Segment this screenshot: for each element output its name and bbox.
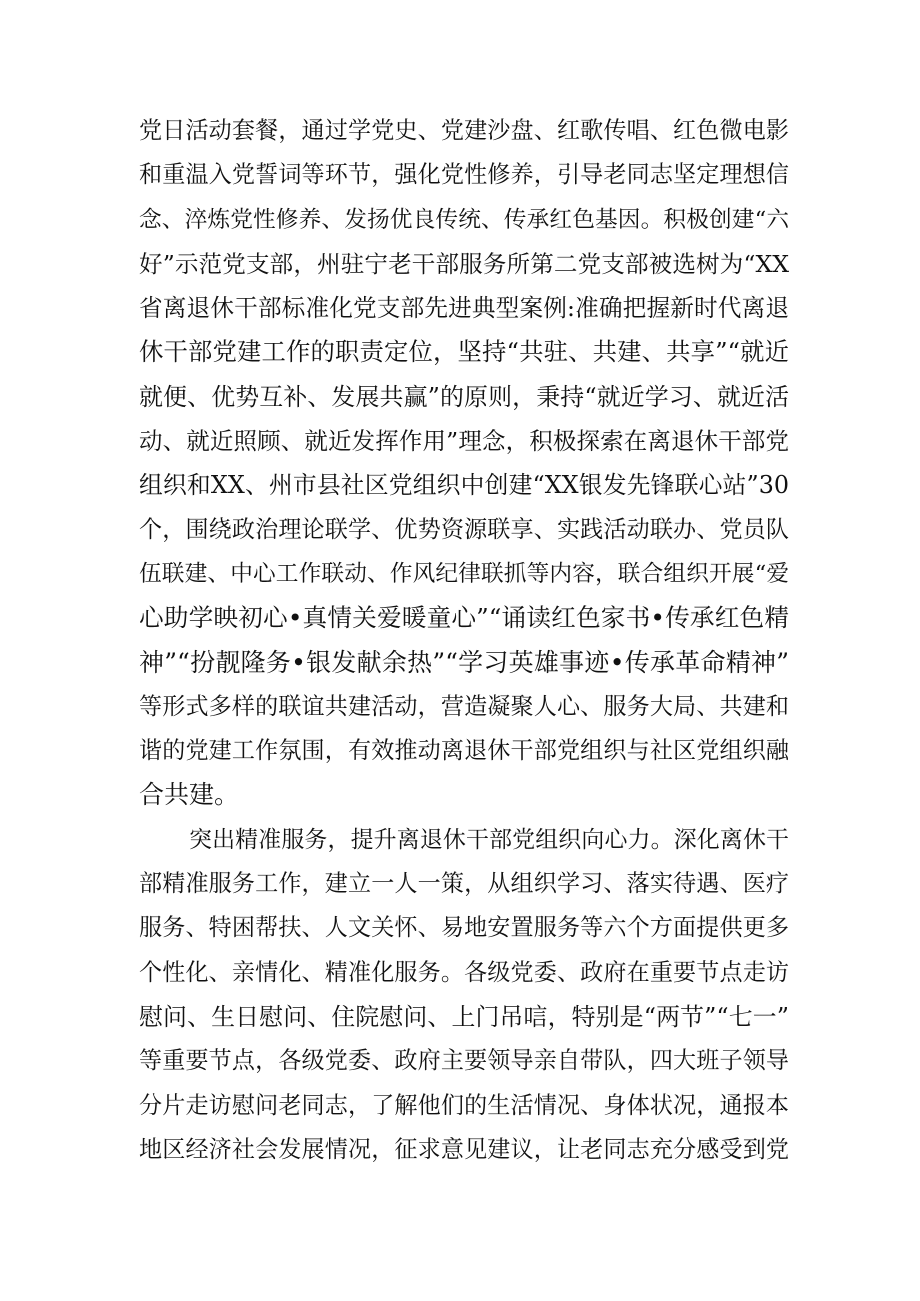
text-line: 好”示范党支部，州驻宁老干部服务所第二党支部被选树为“XX: [139, 249, 789, 278]
text-line: 慰问、生日慰问、住院慰问、上门吊唁，特别是“两节”“七一”: [139, 1002, 789, 1031]
paragraph-last-line: 合共建。: [139, 780, 240, 810]
text-line: 和重温入党誓词等环节，强化党性修养，引导老同志坚定理想信: [139, 162, 789, 189]
text-line: 等形式多样的联谊共建活动，营造凝聚人心、服务大局、共建和: [139, 693, 789, 720]
body-text: [139, 109, 789, 1172]
text-line: 谐的党建工作氛围，有效推动离退休干部党组织与社区党组织融: [139, 738, 789, 765]
text-line: 党日活动套餐，通过学党史、党建沙盘、红歌传唱、红色微电影: [139, 118, 789, 144]
text-line: 就便、优势互补、发展共赢”的原则，秉持“就近学习、就近活: [139, 382, 789, 411]
text-line: 等重要节点，各级党委、政府主要领导亲自带队，四大班子领导: [139, 1048, 789, 1075]
text-line: 省离退休干部标准化党支部先进典型案例:准确把握新时代离退: [139, 294, 789, 323]
text-line: 服务、特困帮扶、人文关怀、易地安置服务等六个方面提供更多: [139, 915, 789, 942]
text-line: 休干部党建工作的职责定位，坚持“共驻、共建、共享”“就近: [139, 337, 789, 367]
text-line: 念、淬炼党性修养、发扬优良传统、传承红色基因。积极创建“六: [139, 206, 789, 233]
paragraph-first-line: 突出精准服务，提升离退休干部党组织向心力。深化离休干: [189, 826, 789, 853]
text-line: 地区经济社会发展情况，征求意见建议，让老同志充分感受到党: [139, 1136, 789, 1163]
text-line: 部精准服务工作，建立一人一策，从组织学习、落实待遇、医疗: [139, 871, 789, 898]
text-line: 个性化、亲情化、精准化服务。各级党委、政府在重要节点走访: [139, 959, 789, 986]
text-line: 个，围绕政治理论联学、优势资源联享、实践活动联办、党员队: [139, 516, 789, 543]
text-line: 分片走访慰问老同志，了解他们的生活情况、身体状况，通报本: [139, 1092, 789, 1119]
text-line: 神”“扮靓隆务•银发献余热”“学习英雄事迹•传承革命精神”: [139, 647, 789, 677]
text-line: 伍联建、中心工作联动、作风纪律联抓等内容，联合组织开展“爱: [139, 560, 789, 587]
text-line: 组织和XX、州市县社区党组织中创建“XX银发先锋联心站”30: [139, 471, 789, 500]
text-line: 动、就近照顾、就近发挥作用”理念，积极探索在离退休干部党: [139, 427, 789, 456]
text-line: 心助学映初心•真情关爱暖童心”“诵读红色家书•传承红色精: [139, 603, 789, 633]
